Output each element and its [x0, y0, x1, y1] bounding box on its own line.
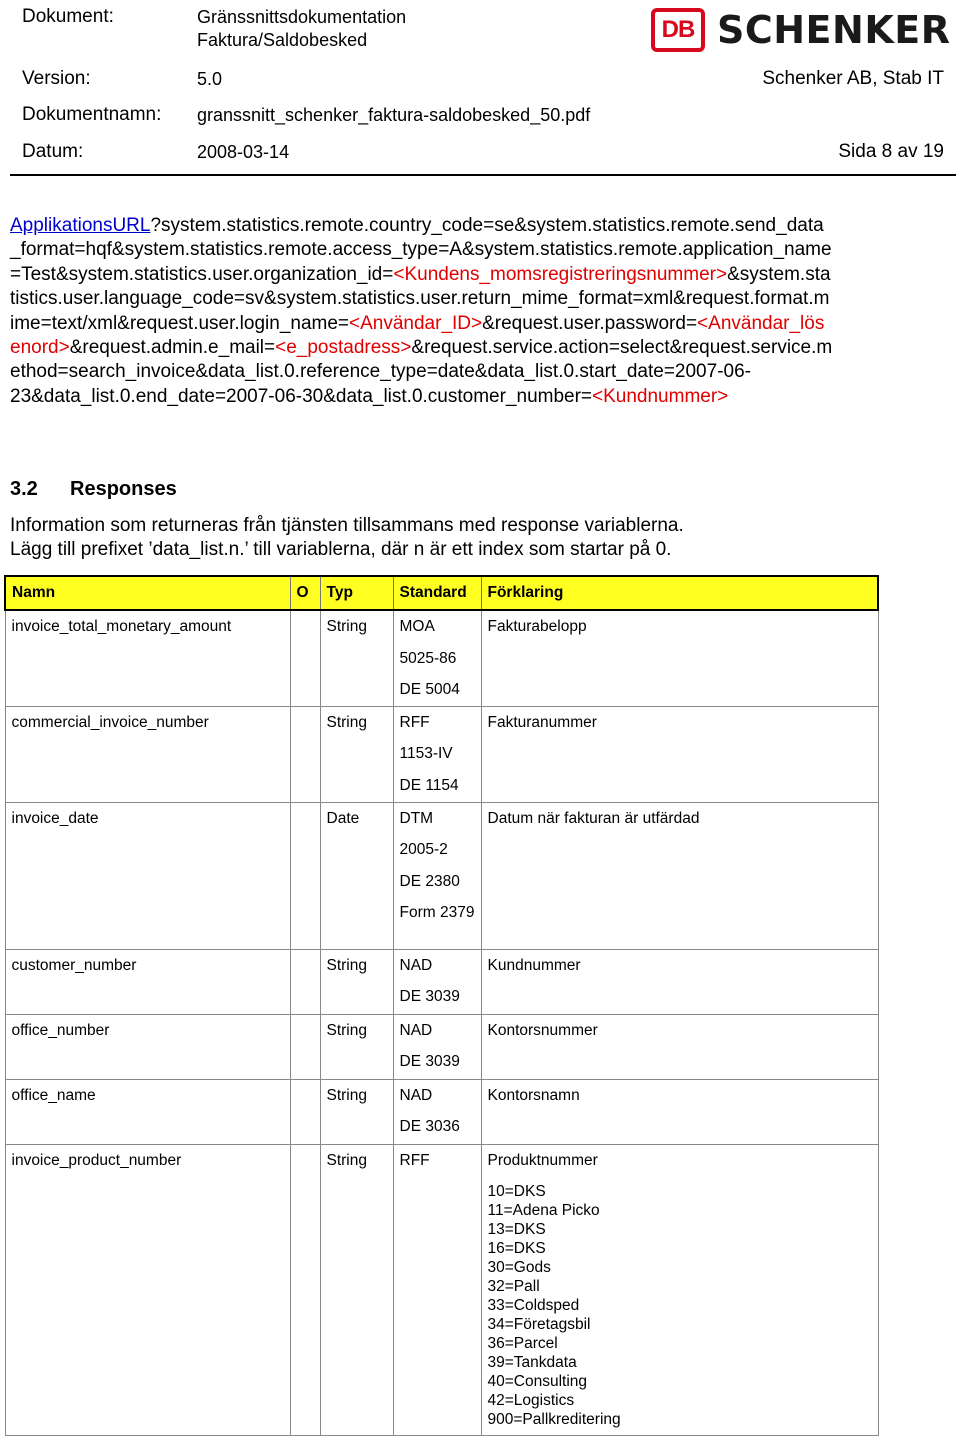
url-line: [10, 287, 910, 311]
url-segment: ?system.statistics.remote.country_code=se&system.statistics.remote.send_data: [150, 215, 824, 236]
url-segment: _format=hqf&system.statistics.remote.access_type=A&system.statistics.remote.application_name: [10, 239, 832, 261]
product-code-item: 900=Pallkreditering: [487, 1410, 621, 1428]
product-code-item: 32=Pall: [487, 1277, 540, 1295]
table-row: [5, 706, 878, 802]
cell-typ: String: [320, 1014, 393, 1079]
cell-forklaring: [481, 1144, 878, 1435]
url-line: [10, 214, 910, 238]
standard-code: 5025-86: [399, 649, 457, 667]
col-header-forklaring: Förklaring: [481, 576, 878, 610]
responses-table: [4, 575, 879, 1436]
col-header-standard: Standard: [393, 576, 481, 610]
cell-typ: String: [320, 1144, 393, 1435]
product-code-item: 40=Consulting: [487, 1372, 588, 1390]
cell-forklaring: [481, 949, 878, 1014]
url-placeholder: <Kundens_momsregistreringsnummer>: [393, 263, 728, 285]
url-segment: ethod=search_invoice&data_list.0.reference_type=date&data_list.0.start_date=2007-06-: [10, 361, 751, 383]
url-segment: ime=text/xml&request.user.login_name=: [10, 312, 350, 334]
url-line: [10, 385, 910, 409]
table-row: [5, 1144, 878, 1435]
url-segment: =Test&system.statistics.user.organization_id=: [10, 263, 394, 285]
cell-namn: office_name: [5, 1079, 290, 1144]
product-code-item: 34=Företagsbil: [487, 1315, 591, 1333]
table-row: [5, 1014, 878, 1079]
cell-typ: String: [320, 949, 393, 1014]
forklaring-text: Fakturabelopp: [487, 618, 587, 635]
dokumentnamn-value: granssnitt_schenker_faktura-saldobesked_50.pdf: [197, 105, 591, 125]
forklaring-text: Datum när fakturan är utfärdad: [487, 809, 700, 827]
cell-o: [290, 802, 320, 949]
db-logo-mark: DB: [651, 8, 705, 52]
url-placeholder: enord>: [10, 337, 70, 359]
standard-code: NAD: [399, 1021, 433, 1039]
intro-line: Information som returneras från tjänsten tillsammans med response variablerna.: [10, 515, 684, 536]
product-code-list: [488, 1182, 872, 1429]
product-code-item: 33=Coldsped: [487, 1296, 580, 1314]
intro-paragraph: [10, 514, 684, 562]
table-header-row: [5, 576, 878, 610]
standard-code: NAD: [399, 1086, 433, 1104]
cell-forklaring: [481, 610, 878, 706]
standard-code: 1153-IV: [399, 745, 453, 762]
url-line: [10, 312, 910, 336]
cell-standard: [393, 706, 481, 802]
standard-code: 2005-2: [399, 841, 448, 858]
product-code-item: 13=DKS: [487, 1220, 546, 1238]
standard-code: DE 1154: [399, 776, 459, 794]
url-segment: &request.service.action=select&request.service.m: [411, 337, 833, 359]
datum-value: 2008-03-14: [197, 142, 290, 162]
cell-o: [290, 706, 320, 802]
forklaring-text: Kundnummer: [487, 956, 581, 974]
url-line: [10, 336, 910, 360]
standard-code: MOA: [399, 618, 435, 635]
standard-code: DE 3039: [399, 1053, 460, 1070]
forklaring-text: Kontorsnamn: [487, 1086, 580, 1104]
cell-namn: office_number: [5, 1014, 290, 1079]
url-line: [10, 360, 910, 384]
product-code-item: 42=Logistics: [487, 1391, 575, 1409]
product-code-item: 16=DKS: [487, 1239, 546, 1257]
cell-namn: invoice_product_number: [5, 1144, 290, 1435]
cell-o: [290, 949, 320, 1014]
schenker-wordmark: SCHENKER: [717, 8, 951, 52]
url-segment: 23&data_list.0.end_date=2007-06-30&data_list.0.customer_number=: [10, 385, 593, 407]
url-segment: tistics.user.language_code=sv&system.statistics.user.return_mime_format=xml&request.format.m: [10, 288, 830, 310]
dokumentnamn-label: Dokumentnamn:: [22, 104, 162, 125]
company-name: Schenker AB, Stab IT: [762, 68, 944, 89]
cell-o: [290, 1079, 320, 1144]
version-value: 5.0: [197, 69, 223, 89]
standard-code: DE 2380: [399, 872, 460, 890]
applikations-url-block: [10, 214, 910, 409]
cell-forklaring: [481, 1079, 878, 1144]
forklaring-text: Produktnummer: [487, 1151, 598, 1169]
dokument-title-line1: Gränssnittsdokumentation: [197, 7, 407, 27]
forklaring-text: Kontorsnummer: [487, 1021, 598, 1039]
cell-typ: String: [320, 706, 393, 802]
standard-code: NAD: [399, 956, 433, 974]
product-code-item: 36=Parcel: [487, 1334, 558, 1352]
section-heading: [10, 478, 177, 501]
dokument-label: Dokument:: [22, 6, 114, 27]
cell-typ: String: [320, 1079, 393, 1144]
section-number: 3.2: [10, 478, 38, 500]
cell-standard: [393, 1014, 481, 1079]
cell-typ: String: [320, 610, 393, 706]
url-segment: &request.admin.e_mail=: [69, 337, 276, 359]
cell-forklaring: [481, 1014, 878, 1079]
section-title: Responses: [70, 478, 177, 500]
cell-standard: [393, 802, 481, 949]
cell-namn: commercial_invoice_number: [5, 706, 290, 802]
cell-standard: [393, 1079, 481, 1144]
db-schenker-logo: [651, 5, 950, 55]
cell-standard: [393, 610, 481, 706]
cell-standard: [393, 949, 481, 1014]
cell-namn: invoice_date: [5, 802, 290, 949]
url-segment: &request.user.password=: [482, 312, 698, 334]
standard-code: RFF: [399, 1151, 430, 1169]
standard-code: RFF: [399, 713, 430, 731]
dokument-title-line2: Faktura/Saldobesked: [197, 30, 368, 50]
col-header-namn: Namn: [5, 576, 290, 610]
table-row: [5, 949, 878, 1014]
product-code-item: 11=Adena Picko: [487, 1201, 600, 1219]
standard-code: DE 3036: [399, 1118, 460, 1135]
cell-o: [290, 1014, 320, 1079]
product-code-item: 39=Tankdata: [487, 1353, 577, 1371]
product-code-item: 30=Gods: [487, 1258, 551, 1276]
url-line: [10, 238, 910, 262]
table-row: [5, 802, 878, 949]
cell-o: [290, 610, 320, 706]
url-placeholder: <Användar_ID>: [349, 312, 483, 334]
forklaring-text: Fakturanummer: [487, 713, 597, 731]
url-line: [10, 263, 910, 287]
version-label: Version:: [22, 68, 91, 89]
product-code-item: 10=DKS: [487, 1182, 546, 1200]
standard-code: DTM: [399, 809, 434, 827]
url-placeholder: <e_postadress>: [275, 337, 412, 359]
table-row: [5, 1079, 878, 1144]
intro-line: Lägg till prefixet ’data_list.n.’ till variablerna, där n är ett index som startar på 0.: [10, 539, 672, 560]
cell-forklaring: [481, 802, 878, 949]
cell-o: [290, 1144, 320, 1435]
datum-label: Datum:: [22, 141, 84, 162]
col-header-typ: Typ: [320, 576, 393, 610]
cell-namn: invoice_total_monetary_amount: [5, 610, 290, 706]
url-placeholder: <Kundnummer>: [592, 385, 729, 407]
cell-forklaring: [481, 706, 878, 802]
url-segment: &system.sta: [727, 263, 831, 285]
page-number: Sida 8 av 19: [838, 141, 944, 162]
table-row: [5, 610, 878, 706]
applikations-url-link[interactable]: ApplikationsURL: [10, 215, 151, 236]
cell-typ: Date: [320, 802, 393, 949]
standard-code: DE 5004: [399, 681, 460, 698]
url-placeholder: <Användar_lös: [697, 312, 825, 334]
header-divider: [10, 174, 956, 176]
cell-namn: customer_number: [5, 949, 290, 1014]
standard-code: DE 3039: [399, 988, 460, 1005]
cell-standard: [393, 1144, 481, 1435]
col-header-o: O: [290, 576, 320, 610]
standard-code: Form 2379: [399, 904, 475, 921]
